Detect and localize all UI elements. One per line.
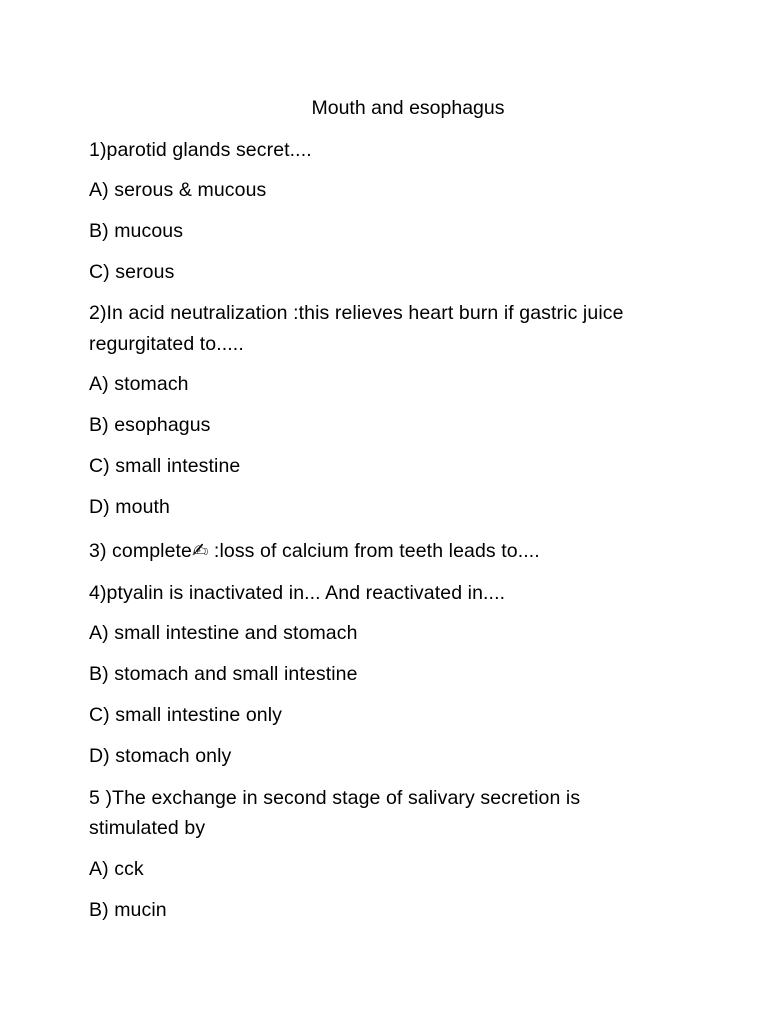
question-1-option-b: B) mucous bbox=[89, 220, 184, 242]
question-3: 3) complete✍ :loss of calcium from teeth leads to.... bbox=[89, 540, 540, 562]
question-5-option-a: A) cck bbox=[89, 858, 144, 880]
question-2-option-c: C) small intestine bbox=[89, 455, 241, 477]
question-5: 5 )The exchange in second stage of salivary secretion is bbox=[89, 787, 581, 809]
question-4: 4)ptyalin is inactivated in... And reactivated in.... bbox=[89, 582, 506, 604]
question-5-continuation: stimulated by bbox=[89, 817, 206, 839]
question-1: 1)parotid glands secret.... bbox=[89, 139, 312, 161]
question-1-option-c: C) serous bbox=[89, 261, 175, 283]
question-4-option-b: B) stomach and small intestine bbox=[89, 663, 358, 685]
question-4-option-c: C) small intestine only bbox=[89, 704, 283, 726]
question-2-option-d: D) mouth bbox=[89, 496, 170, 518]
page-title: Mouth and esophagus bbox=[311, 97, 505, 119]
question-2-option-a: A) stomach bbox=[89, 373, 189, 395]
question-5-option-b: B) mucin bbox=[89, 899, 167, 921]
question-1-option-a: A) serous & mucous bbox=[89, 179, 267, 201]
question-4-option-a: A) small intestine and stomach bbox=[89, 622, 358, 644]
question-2-option-b: B) esophagus bbox=[89, 414, 211, 436]
question-2: 2)In acid neutralization :this relieves heart burn if gastric juice bbox=[89, 302, 624, 324]
question-4-option-d: D) stomach only bbox=[89, 745, 232, 767]
question-2-continuation: regurgitated to..... bbox=[89, 333, 244, 355]
